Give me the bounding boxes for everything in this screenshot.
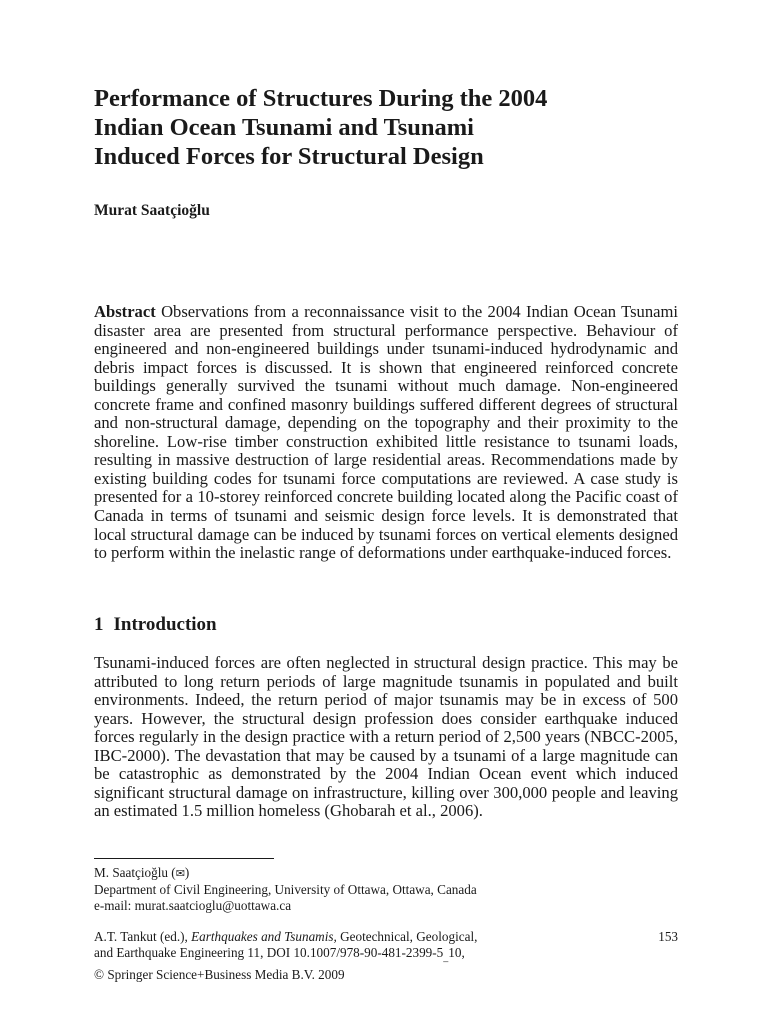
citation-series-a: Geotechnical, Geological, <box>340 929 478 944</box>
footnote-divider <box>94 858 274 859</box>
citation-editor: A.T. Tankut (ed.), <box>94 929 188 944</box>
citation-line-2: and Earthquake Engineering 11, DOI $10.1007/978-90-481-2399-5_{\_}10$, <box>94 945 465 964</box>
envelope-icon: ✉ <box>175 868 185 880</box>
citation-line-1 <box>94 929 554 945</box>
author-name: Murat Saatçioğlu <box>94 202 210 219</box>
abstract-label: Abstract <box>94 302 156 321</box>
citation-book-title: Earthquakes and Tsunamis, <box>191 929 337 944</box>
title-line-1: Performance of Structures During the 2004 <box>94 85 548 112</box>
citation <box>94 929 554 983</box>
footnote-author: M. Saatçioğlu <box>94 865 168 880</box>
page-number: 153 <box>658 929 678 944</box>
footnote-author-line: M. Saatçioğlu (✉) <box>94 865 190 880</box>
section-heading <box>94 614 217 636</box>
abstract-text: Observations from a reconnaissance visit to the 2004 Indian Ocean Tsunami disaster area are presented from structural performance perspective. Behaviour of engineered and non-engineered buildings under tsunami-induced hydrodynamic and debris impact forces is discussed. It is shown that engineered reinforced concrete buildings generally survived the tsunami without much damage. Non-engineered concrete frame and confined masonry buildings suffered different degrees of structural and non-structural damage, depending on the topography and their proximity to the shoreline. Low-rise timber construction exhibited little resistance to tsunami loads, resulting in massive destruction of large residential areas. Recommendations made by existing building codes for tsunami force computations are reviewed. A case study is presented for a 10-storey reinforced concrete building located along the Pacific coast of Canada in terms of tsunami and seismic design force levels. It is demonstrated that local structural damage can be induced by tsunami forces on vertical elements designed to perform within the inelastic range of deformations under earthquake-induced forces. <box>94 302 678 563</box>
abstract <box>94 303 678 563</box>
citation-doi-suffix: 10, <box>448 945 465 961</box>
citation-copyright: © Springer Science+Business Media B.V. 2009 <box>94 967 345 983</box>
citation-series-b: and Earthquake Engineering 11, DOI 10.1007/978-90-481-2399-5 <box>94 945 444 961</box>
footnote-department: Department of Civil Engineering, University of Ottawa, Ottawa, Canada <box>94 882 477 898</box>
section-number: 1 <box>94 614 104 635</box>
title-line-3: Induced Forces for Structural Design <box>94 143 484 170</box>
introduction-paragraph: Tsunami-induced forces are often neglected in structural design practice. This may be attributed to long return periods of large magnitude tsunamis in populated and built environments. Indeed, the return period of major tsunamis may be in excess of 500 years. However, the structural design profession does consider earthquake induced forces regularly in the design practice with a return period of 2,500 years (NBCC-2005, IBC-2000). The devastation that may be caused by a tsunami of a large magnitude can be catastrophic as demonstrated by the 2004 Indian Ocean event which induced significant structural damage on infrastructure, killing over 300,000 people and leaving an estimated 1.5 million homeless (Ghobarah et al., 2006). <box>94 653 678 821</box>
footnote-email[interactable]: e-mail: murat.saatcioglu@uottawa.ca <box>94 898 292 914</box>
title-line-2: Indian Ocean Tsunami and Tsunami <box>94 114 474 141</box>
section-title: Introduction <box>113 614 217 635</box>
paper-title <box>94 84 694 171</box>
footnote <box>94 865 678 915</box>
